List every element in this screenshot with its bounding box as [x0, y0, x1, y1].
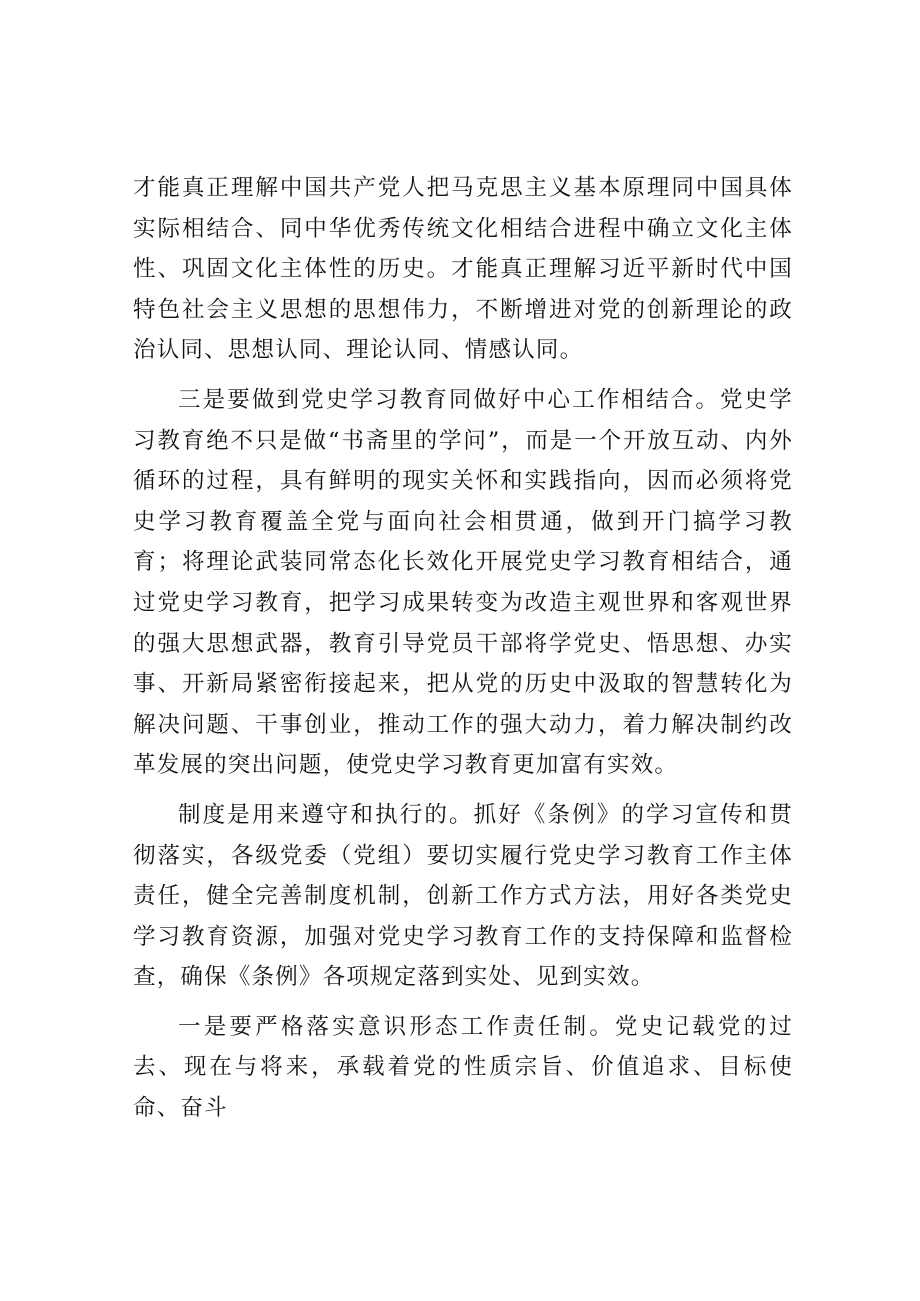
- paragraph-regulations: 制度是用来遵守和执行的。抓好《条例》的学习宣传和贯彻落实，各级党委（党组）要切实履行党史学习教育工作主体责任，健全完善制度机制，创新工作方式方法，用好各类党史学习教育资源，加强对党史学习教育工作的支持保障和监督检查，确保《条例》各项规定落到实处、见到实效。: [133, 801, 793, 991]
- paragraph-point-one: 一是要严格落实意识形态工作责任制。党史记载党的过去、现在与将来，承载着党的性质宗旨、价值追求、目标使命、奋斗: [133, 1013, 793, 1122]
- paragraph-point-three: 三是要做到党史学习教育同做好中心工作相结合。党史学习教育绝不只是做“书斋里的学问”，而是一个开放互动、内外循环的过程，具有鲜明的现实关怀和实践指向，因而必须将党史学习教育覆盖全党与面向社会相贯通，做到开门搞学习教育；将理论武装同常态化长效化开展党史学习教育相结合，通过党史学习教育，把学习成果转变为改造主观世界和客观世界的强大思想武器，教育引导党员干部将学党史、悟思想、办实事、开新局紧密衔接起来，把从党的历史中汲取的智慧转化为解决问题、干事创业，推动工作的强大动力，着力解决制约改革发展的突出问题，使党史学习教育更加富有实效。: [133, 386, 793, 779]
- document-body: [133, 168, 793, 1129]
- paragraph-continuation: 才能真正理解中国共产党人把马克思主义基本原理同中国具体实际相结合、同中华优秀传统文化相结合进程中确立文化主体性、巩固文化主体性的历史。才能真正理解习近平新时代中国特色社会主义思想的思想伟力，不断增进对党的创新理论的政治认同、思想认同、理论认同、情感认同。: [133, 175, 793, 364]
